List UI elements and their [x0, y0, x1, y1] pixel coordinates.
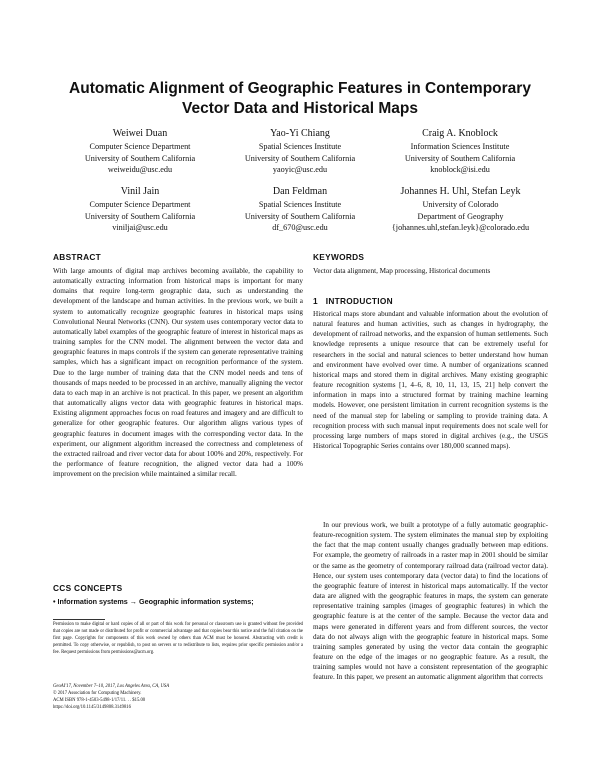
- author-name: Craig A. Knoblock: [422, 128, 498, 139]
- author-email: {johannes.uhl,stefan.leyk}@colorado.edu: [391, 223, 530, 232]
- author-inst: University of Southern California: [244, 211, 356, 221]
- keywords-heading: KEYWORDS: [313, 252, 365, 262]
- author-dept: Spatial Sciences Institute: [258, 142, 342, 151]
- author-email: df_670@usc.edu: [272, 223, 328, 232]
- author-block: [200, 185, 400, 234]
- author-dept: Spatial Sciences Institute: [258, 200, 342, 209]
- intro-paragraph-1: Historical maps store abundant and valuable information about the evolution of natural features and human activities, such as changes in hydrography, the development of railroad networks, and the expansion of human settlements. Such knowledge represents a unique resource that can be extremely useful for researchers in the social and natural sciences to better understand how human and environment have evolved over time. A number of organizations scanned historical maps and stored them in digital archives. Many existing geographic feature recognition systems [1, 4–6, 8, 10, 11, 13, 15, 21] help convert the information in maps into a structured format by training machine learning models. However, one persistent limitation in current recognition systems is the need of the manual step for labeling or sampling to provide training data. A recognition process with such manual input requirements does not scale well for processing large numbers of maps stored in digital archives (e.g., the USGS Historical Topographic Series contains over 180,000 scanned maps).: [313, 310, 548, 451]
- author-email: weiweidu@usc.edu: [107, 165, 173, 174]
- author-inst: University of Southern California: [84, 211, 196, 221]
- author-name: Weiwei Duan: [112, 128, 168, 139]
- author-dept: Computer Science Department: [89, 142, 191, 151]
- author-email: yaoyic@usc.edu: [272, 165, 328, 174]
- author-name: Johannes H. Uhl, Stefan Leyk: [400, 186, 521, 197]
- ccs-heading: CCS CONCEPTS: [53, 583, 123, 593]
- title-line-1: Automatic Alignment of Geographic Features in Contemporary: [69, 80, 531, 97]
- footnote-copyright: © 2017 Association for Computing Machinery.: [53, 691, 142, 696]
- footnote-permissions: Permission to make digital or hard copies of all or part of this work for personal or classroom use is granted without fee provided that copies are not made or distributed for profit or commercial advantage and that copies bear this notice and the full citation on the first page. Copyrights for components of this work owned by others than ACM must be honored. Abstracting with credit is permitted. To copy otherwise, or republish, to post on servers or to redistribute to lists, requires prior specific permission and/or a fee. Request permissions from permissions@acm.org.: [53, 622, 303, 655]
- author-name: Yao-Yi Chiang: [270, 128, 330, 139]
- intro-heading: 1 INTRODUCTION: [313, 296, 393, 306]
- abstract-heading: ABSTRACT: [53, 252, 102, 262]
- author-name: Vinil Jain: [120, 186, 160, 197]
- author-dept: Information Sciences Institute: [410, 142, 510, 151]
- author-dept: Computer Science Department: [89, 200, 191, 209]
- footnote-rule: [53, 619, 105, 620]
- author-inst: University of Southern California: [244, 153, 356, 163]
- intro-paragraph-2: In our previous work, we built a prototype of a fully automatic geographic-feature-recognition system. The system eliminates the manual step by exploiting the fact that the map content usually changes gradually between map editions. For example, the geometry of railroads in a raster map in 2001 should be similar or the same as the geometry of contemporary railroad data (railroad vector data). Hence, our system uses contemporary data (vector data) to find the locations of the geographic feature of interest in historical maps automatically. If the vector data are aligned with the geographic features in maps, the system can generate representative training samples (images of geographic features) in which the geographic feature is at the center of the sample. Because the vector data and maps were generated in different years and from different sources, the vector data do not always align with the geographic feature in historical maps. Some training samples generated by using the vector data contain the geographic feature on the edge of the images or no geographic feature. As a result, the training samples would not have a consistent representation of the geographic feature. In this paper, we present an automatic alignment algorithm that corrects: [313, 521, 548, 682]
- author-name: Dan Feldman: [272, 186, 328, 197]
- ccs-concepts: • Information systems → Geographic information systems;: [53, 597, 254, 606]
- author-email: viniljai@usc.edu: [112, 223, 168, 232]
- footnote-venue: GeoAI'17, November 7–10, 2017, Los Angeles Area, CA, USA: [53, 684, 170, 689]
- footnote-doi: https://doi.org/10.1145/3149808.3149816: [53, 705, 131, 710]
- footnote-isbn: ACM ISBN 978-1-4503-5498-1/17/11. . . $15.00: [53, 698, 146, 703]
- keywords-text: Vector data alignment, Map processing, Historical documents: [313, 267, 491, 275]
- paper-title: [40, 79, 560, 119]
- author-email: knoblock@isi.edu: [430, 165, 490, 174]
- author-dept: University of Colorado: [422, 200, 499, 209]
- author-block: [360, 127, 560, 176]
- author-inst: University of Southern California: [404, 153, 516, 163]
- abstract-text: With large amounts of digital map archives becoming available, the capability to automatically extracting information from historical maps is important for many domains that require long-term geographic data, such as understanding the development of the landscape and human activities. In the previous work, we built a system to automatically recognize geographic features in historical maps using Convolutional Neural Networks (CNN). Our system uses contemporary vector data to automatically label examples of the geographic feature of interest in historical maps as training samples for the CNN model. The alignment between the vector data and geographic features in maps controls if the system can generate representative training samples, which has a significant impact on recognition performance of the system. Due to the large number of training data that the CNN model needs and tens of thousands of maps needed to be processed in an archive, manually aligning the vector data to each map in an archive is not practical. In this paper, we present an algorithm that automatically aligns vector data with geographic features in historical maps. Existing alignment approaches focus on road features and imagery and are difficult to generalize for other geographic features. Our algorithm aligns various types of geographic features in document images with the corresponding vector data. In the experiment, our alignment algorithm increased the correctness and completeness of the extracted railroad and river vector data for about 100% and 20%, respectively. For the performance of feature recognition, the aligned vector data had a 100% improvement on the precision while maintained a similar recall.: [53, 267, 303, 479]
- author-block: [378, 185, 543, 234]
- author-inst: University of Southern California: [84, 153, 196, 163]
- title-line-2: Vector Data and Historical Maps: [181, 100, 419, 117]
- author-inst: Department of Geography: [417, 211, 504, 221]
